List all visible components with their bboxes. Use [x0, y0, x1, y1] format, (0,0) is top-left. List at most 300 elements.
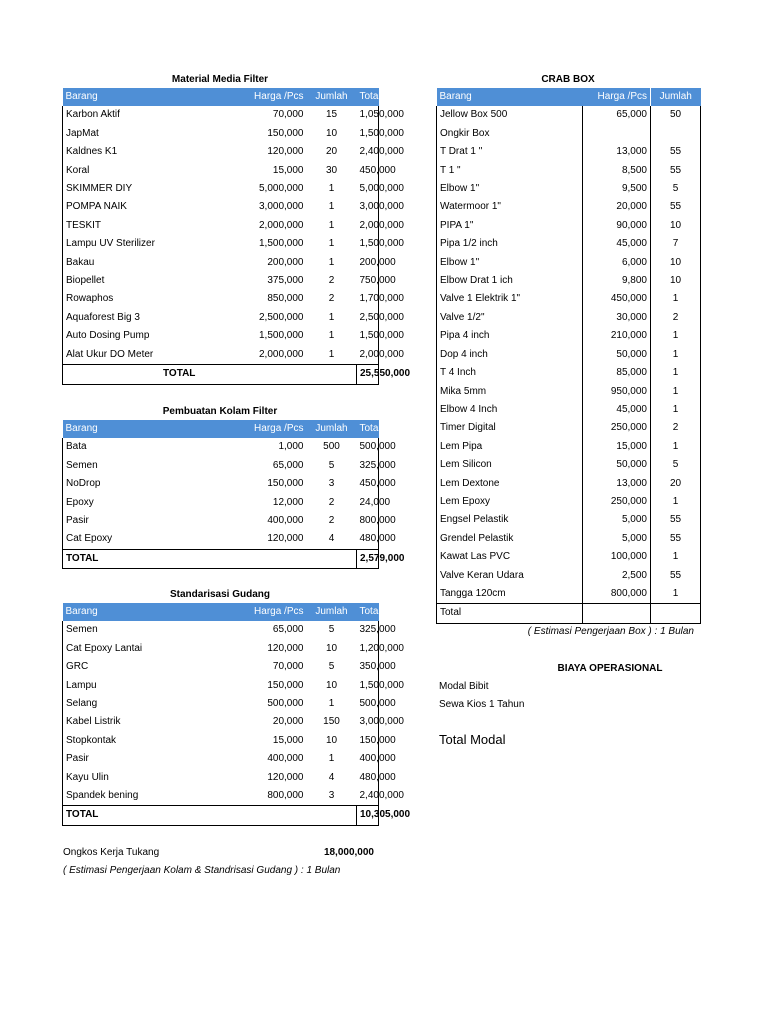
table-row	[437, 364, 701, 382]
item-cell: Timer Digital	[437, 419, 583, 437]
total-cell: 3,000,000	[357, 198, 379, 216]
item-cell: Biopellet	[63, 272, 174, 290]
table-row	[437, 254, 701, 272]
item-cell: Elbow 1"	[437, 254, 583, 272]
crab-title: CRAB BOX	[541, 74, 595, 85]
price-cell: 400,000	[267, 515, 304, 527]
header-total: Total Harga	[357, 603, 379, 621]
header-price: Harga /Pcs	[174, 88, 307, 106]
total-cell: 480,000	[357, 530, 379, 549]
header-qty: Jumlah	[307, 603, 357, 621]
qty-cell	[651, 125, 701, 143]
price-cell: 50,000	[583, 346, 651, 364]
price-cell: 800,000	[267, 790, 304, 802]
biaya-item-modal-bibit: Modal Bibit	[439, 681, 489, 692]
qty-cell: 10	[325, 679, 338, 691]
price-cell: 70,000	[272, 661, 304, 673]
header-price: Harga /Pcs	[174, 420, 307, 438]
table-row	[63, 162, 379, 180]
qty-cell: 50	[651, 106, 701, 124]
price-cell: 65,000	[272, 624, 304, 636]
total-cell: 2,400,000	[357, 143, 379, 161]
price-cell: 45,000	[583, 235, 651, 253]
item-cell: SKIMMER DIY	[63, 180, 174, 198]
table-row	[437, 162, 701, 180]
price-cell: 1,500,000	[259, 330, 304, 342]
qty-cell: 5	[328, 624, 335, 636]
table-row	[437, 567, 701, 585]
total-value: 2,579,000	[357, 549, 379, 568]
total-cell: 325,000	[357, 621, 379, 639]
item-cell: TESKIT	[63, 217, 174, 235]
item-cell: T Drat 1 "	[437, 143, 583, 161]
table-row	[437, 309, 701, 327]
item-cell: Lem Pipa	[437, 438, 583, 456]
table-row	[437, 383, 701, 401]
header-item: Barang	[63, 603, 174, 621]
table-row	[437, 106, 701, 124]
ongkos-label: Ongkos Kerja Tukang	[63, 847, 160, 858]
total-cell: 1,200,000	[357, 640, 379, 658]
table-row	[63, 180, 379, 198]
item-cell: Pasir	[63, 750, 174, 768]
qty-cell: 7	[651, 235, 701, 253]
total-cell: 500,000	[357, 695, 379, 713]
item-cell: Stopkontak	[63, 732, 174, 750]
table-row	[63, 438, 379, 456]
item-cell: Cat Epoxy	[63, 530, 174, 549]
table-row	[63, 640, 379, 658]
header-qty: Jumlah	[307, 88, 357, 106]
gudang-title: Standarisasi Gudang	[169, 589, 271, 600]
total-row	[63, 549, 379, 568]
item-cell: PIPA 1"	[437, 217, 583, 235]
crab-note: ( Estimasi Pengerjaan Box ) : 1 Bulan	[527, 626, 694, 637]
header-total: Total Harga	[357, 420, 379, 438]
crab-table	[436, 88, 701, 624]
qty-cell: 1	[328, 330, 335, 342]
table-row	[63, 125, 379, 143]
crab-header-row	[437, 88, 701, 106]
qty-cell: 1	[651, 346, 701, 364]
item-cell: Spandek bening	[63, 787, 174, 806]
table-row	[437, 438, 701, 456]
qty-cell: 10	[325, 127, 338, 139]
qty-cell: 2	[651, 419, 701, 437]
item-cell: Jellow Box 500	[437, 106, 583, 124]
price-cell: 100,000	[583, 548, 651, 566]
qty-cell: 1	[328, 753, 335, 765]
price-cell: 210,000	[583, 327, 651, 345]
table-row	[63, 346, 379, 365]
qty-cell: 3	[328, 478, 335, 490]
item-cell: Tangga 120cm	[437, 585, 583, 604]
qty-cell: 1	[651, 401, 701, 419]
price-cell: 5,000,000	[259, 183, 304, 195]
qty-cell: 10	[651, 217, 701, 235]
price-cell: 1,000	[278, 441, 304, 453]
price-cell: 2,000,000	[259, 348, 304, 360]
qty-cell: 55	[651, 511, 701, 529]
qty-cell: 3	[328, 790, 335, 802]
item-cell: Grendel Pelastik	[437, 530, 583, 548]
price-cell: 250,000	[583, 493, 651, 511]
total-label: TOTAL	[63, 365, 357, 384]
total-cell: 3,000,000	[357, 713, 379, 731]
table-row	[437, 327, 701, 345]
price-cell: 15,000	[272, 164, 304, 176]
price-cell: 150,000	[267, 127, 304, 139]
table-row	[437, 217, 701, 235]
item-cell: Ongkir Box	[437, 125, 583, 143]
table-row	[63, 327, 379, 345]
table-row	[63, 494, 379, 512]
header-item: Barang	[63, 88, 174, 106]
price-cell: 150,000	[267, 679, 304, 691]
price-cell: 20,000	[583, 198, 651, 216]
table-row	[437, 456, 701, 474]
total-cell: 150,000	[357, 732, 379, 750]
header-total: Total Harga	[357, 88, 379, 106]
qty-cell: 5	[651, 180, 701, 198]
qty-cell: 1	[328, 219, 335, 231]
total-label: TOTAL	[63, 549, 357, 568]
table-row	[437, 475, 701, 493]
total-label: Total	[437, 604, 583, 623]
total-cell: 480,000	[357, 769, 379, 787]
table-row	[63, 309, 379, 327]
table-row	[63, 475, 379, 493]
item-cell: Engsel Pelastik	[437, 511, 583, 529]
material-header-row	[63, 88, 379, 106]
table-row	[437, 530, 701, 548]
item-cell: NoDrop	[63, 475, 174, 493]
item-cell: Bakau	[63, 254, 174, 272]
qty-cell: 1	[651, 364, 701, 382]
price-cell: 13,000	[583, 143, 651, 161]
table-row	[63, 512, 379, 530]
qty-cell: 1	[328, 698, 335, 710]
item-cell: Dop 4 inch	[437, 346, 583, 364]
table-row	[63, 198, 379, 216]
price-cell: 1,500,000	[259, 238, 304, 250]
total-cell: 800,000	[357, 512, 379, 530]
total-cell: 400,000	[357, 750, 379, 768]
material-table	[62, 88, 411, 385]
qty-cell: 2	[328, 515, 335, 527]
table-row	[437, 180, 701, 198]
qty-cell: 1	[328, 348, 335, 360]
table-row	[63, 732, 379, 750]
table-row	[63, 457, 379, 475]
item-cell: Kayu Ulin	[63, 769, 174, 787]
item-cell: Pipa 4 inch	[437, 327, 583, 345]
total-cell: 500,000	[357, 438, 379, 456]
table-row	[437, 143, 701, 161]
price-cell: 5,000	[583, 511, 651, 529]
item-cell: GRC	[63, 658, 174, 676]
total-cell: 1,500,000	[357, 327, 379, 345]
price-cell: 2,000,000	[259, 219, 304, 231]
table-row	[63, 290, 379, 308]
price-cell: 950,000	[583, 383, 651, 401]
item-cell: Lampu UV Sterilizer	[63, 235, 174, 253]
price-cell: 8,500	[583, 162, 651, 180]
qty-cell: 10	[651, 254, 701, 272]
table-row	[63, 235, 379, 253]
item-cell: Karbon Aktif	[63, 106, 174, 124]
table-row	[437, 493, 701, 511]
item-cell: JapMat	[63, 125, 174, 143]
total-cell: 5,000,000	[357, 180, 379, 198]
total-row	[437, 604, 701, 623]
qty-cell: 1	[651, 438, 701, 456]
qty-cell: 1	[328, 238, 335, 250]
table-row	[437, 125, 701, 143]
price-cell: 13,000	[583, 475, 651, 493]
total-row	[63, 806, 379, 825]
price-cell: 120,000	[267, 771, 304, 783]
qty-cell: 2	[328, 496, 335, 508]
total-cell: 200,000	[357, 254, 379, 272]
table-row	[437, 585, 701, 604]
qty-cell: 10	[325, 642, 338, 654]
qty-cell: 1	[651, 327, 701, 345]
qty-cell: 20	[325, 146, 338, 158]
item-cell: Pasir	[63, 512, 174, 530]
total-price-cell	[583, 604, 651, 623]
table-row	[63, 695, 379, 713]
total-cell: 24,000	[357, 494, 379, 512]
total-cell: 2,000,000	[357, 217, 379, 235]
item-cell: Auto Dosing Pump	[63, 327, 174, 345]
table-row	[437, 401, 701, 419]
price-cell: 9,800	[583, 272, 651, 290]
table-row	[437, 198, 701, 216]
item-cell: Semen	[63, 621, 174, 639]
total-cell: 1,500,000	[357, 125, 379, 143]
header-qty: Jumlah	[307, 420, 357, 438]
biaya-title: BIAYA OPERASIONAL	[557, 663, 663, 674]
item-cell: Bata	[63, 438, 174, 456]
qty-cell: 1	[651, 548, 701, 566]
item-cell: Pipa 1/2 inch	[437, 235, 583, 253]
total-label: TOTAL	[63, 806, 357, 825]
qty-cell: 1	[651, 290, 701, 308]
total-cell: 325,000	[357, 457, 379, 475]
qty-cell: 1	[328, 256, 335, 268]
table-row	[437, 290, 701, 308]
item-cell: Koral	[63, 162, 174, 180]
item-cell: Mika 5mm	[437, 383, 583, 401]
item-cell: T 1 "	[437, 162, 583, 180]
qty-cell: 55	[651, 567, 701, 585]
gudang-header-row	[63, 603, 379, 621]
kolam-header-row	[63, 420, 379, 438]
gudang-table	[62, 603, 411, 826]
price-cell: 120,000	[267, 146, 304, 158]
qty-cell: 500	[323, 441, 340, 453]
table-row	[63, 217, 379, 235]
table-row	[63, 272, 379, 290]
price-cell: 15,000	[272, 734, 304, 746]
price-cell: 30,000	[583, 309, 651, 327]
price-cell: 150,000	[267, 478, 304, 490]
price-cell: 90,000	[583, 217, 651, 235]
table-row	[437, 272, 701, 290]
ongkos-value: 18,000,000	[323, 847, 374, 858]
price-cell: 450,000	[583, 290, 651, 308]
item-cell: Elbow 1"	[437, 180, 583, 198]
qty-cell: 2	[651, 309, 701, 327]
table-row	[63, 106, 379, 124]
price-cell: 45,000	[583, 401, 651, 419]
total-cell: 1,050,000	[357, 106, 379, 124]
qty-cell: 4	[328, 771, 335, 783]
table-row	[63, 621, 379, 639]
price-cell: 2,500	[583, 567, 651, 585]
price-cell: 3,000,000	[259, 201, 304, 213]
total-cell: 2,000,000	[357, 346, 379, 365]
qty-cell: 20	[651, 475, 701, 493]
price-cell: 120,000	[267, 533, 304, 545]
total-modal-label: Total Modal	[439, 732, 506, 747]
total-row	[63, 365, 379, 384]
price-cell: 12,000	[272, 496, 304, 508]
price-cell: 85,000	[583, 364, 651, 382]
item-cell: Lem Dextone	[437, 475, 583, 493]
qty-cell: 1	[328, 311, 335, 323]
qty-cell: 55	[651, 143, 701, 161]
header-item: Barang	[437, 88, 583, 106]
table-row	[63, 713, 379, 731]
table-row	[437, 346, 701, 364]
table-row	[437, 235, 701, 253]
qty-cell: 5	[651, 456, 701, 474]
price-cell: 200,000	[267, 256, 304, 268]
qty-cell: 1	[328, 201, 335, 213]
item-cell: Alat Ukur DO Meter	[63, 346, 174, 365]
item-cell: Kawat Las PVC	[437, 548, 583, 566]
total-cell: 1,500,000	[357, 235, 379, 253]
item-cell: Selang	[63, 695, 174, 713]
total-value: 25,550,000	[357, 365, 379, 384]
qty-cell: 1	[651, 585, 701, 604]
price-cell: 120,000	[267, 642, 304, 654]
total-cell: 1,500,000	[357, 677, 379, 695]
qty-cell: 2	[328, 275, 335, 287]
qty-cell: 55	[651, 530, 701, 548]
price-cell: 65,000	[583, 106, 651, 124]
item-cell: T 4 Inch	[437, 364, 583, 382]
table-row	[63, 658, 379, 676]
total-cell: 450,000	[357, 475, 379, 493]
item-cell: POMPA NAIK	[63, 198, 174, 216]
item-cell: Elbow 4 Inch	[437, 401, 583, 419]
item-cell: Lem Silicon	[437, 456, 583, 474]
biaya-item-sewa-kios: Sewa Kios 1 Tahun	[439, 699, 525, 710]
price-cell: 2,500,000	[259, 311, 304, 323]
total-value: 10,305,000	[357, 806, 379, 825]
item-cell: Lem Epoxy	[437, 493, 583, 511]
item-cell: Valve 1/2"	[437, 309, 583, 327]
qty-cell: 1	[328, 183, 335, 195]
qty-cell: 5	[328, 459, 335, 471]
table-row	[63, 254, 379, 272]
item-cell: Elbow Drat 1 ich	[437, 272, 583, 290]
price-cell: 6,000	[583, 254, 651, 272]
price-cell: 70,000	[272, 109, 304, 121]
item-cell: Rowaphos	[63, 290, 174, 308]
total-cell: 750,000	[357, 272, 379, 290]
qty-cell: 2	[328, 293, 335, 305]
price-cell: 500,000	[267, 698, 304, 710]
price-cell: 20,000	[272, 716, 304, 728]
table-row	[63, 750, 379, 768]
table-row	[63, 530, 379, 549]
table-row	[63, 787, 379, 806]
qty-cell: 1	[651, 383, 701, 401]
qty-cell: 10	[651, 272, 701, 290]
qty-cell: 1	[651, 493, 701, 511]
qty-cell: 4	[328, 533, 335, 545]
table-row	[437, 419, 701, 437]
price-cell: 250,000	[583, 419, 651, 437]
item-cell: Kabel Listrik	[63, 713, 174, 731]
header-price: Harga /Pcs	[583, 88, 651, 106]
total-cell: 2,500,000	[357, 309, 379, 327]
header-qty: Jumlah	[651, 88, 701, 106]
ongkos-note: ( Estimasi Pengerjaan Kolam & Standrisasi Gudang ) : 1 Bulan	[63, 865, 341, 876]
qty-cell: 10	[325, 734, 338, 746]
price-cell: 9,500	[583, 180, 651, 198]
table-row	[63, 143, 379, 161]
kolam-title: Pembuatan Kolam Filter	[162, 406, 278, 417]
qty-cell: 15	[325, 109, 338, 121]
qty-cell: 55	[651, 198, 701, 216]
table-row	[437, 511, 701, 529]
price-cell: 400,000	[267, 753, 304, 765]
item-cell: Kaldnes K1	[63, 143, 174, 161]
item-cell: Valve Keran Udara	[437, 567, 583, 585]
item-cell: Cat Epoxy Lantai	[63, 640, 174, 658]
price-cell: 65,000	[272, 459, 304, 471]
qty-cell: 30	[325, 164, 338, 176]
total-cell: 1,700,000	[357, 290, 379, 308]
qty-cell: 5	[328, 661, 335, 673]
item-cell: Lampu	[63, 677, 174, 695]
total-qty-cell	[651, 604, 701, 623]
item-cell: Watermoor 1"	[437, 198, 583, 216]
item-cell: Valve 1 Elektrik 1"	[437, 290, 583, 308]
kolam-table	[62, 420, 411, 569]
total-cell: 450,000	[357, 162, 379, 180]
header-price: Harga /Pcs	[174, 603, 307, 621]
item-cell: Epoxy	[63, 494, 174, 512]
total-cell: 350,000	[357, 658, 379, 676]
table-row	[63, 677, 379, 695]
qty-cell: 150	[323, 716, 340, 728]
total-cell: 2,400,000	[357, 787, 379, 806]
price-cell: 375,000	[267, 275, 304, 287]
table-row	[63, 769, 379, 787]
item-cell: Aquaforest Big 3	[63, 309, 174, 327]
qty-cell: 55	[651, 162, 701, 180]
price-cell: 800,000	[583, 585, 651, 604]
table-row	[437, 548, 701, 566]
price-cell	[583, 125, 651, 143]
material-title: Material Media Filter	[171, 74, 269, 85]
